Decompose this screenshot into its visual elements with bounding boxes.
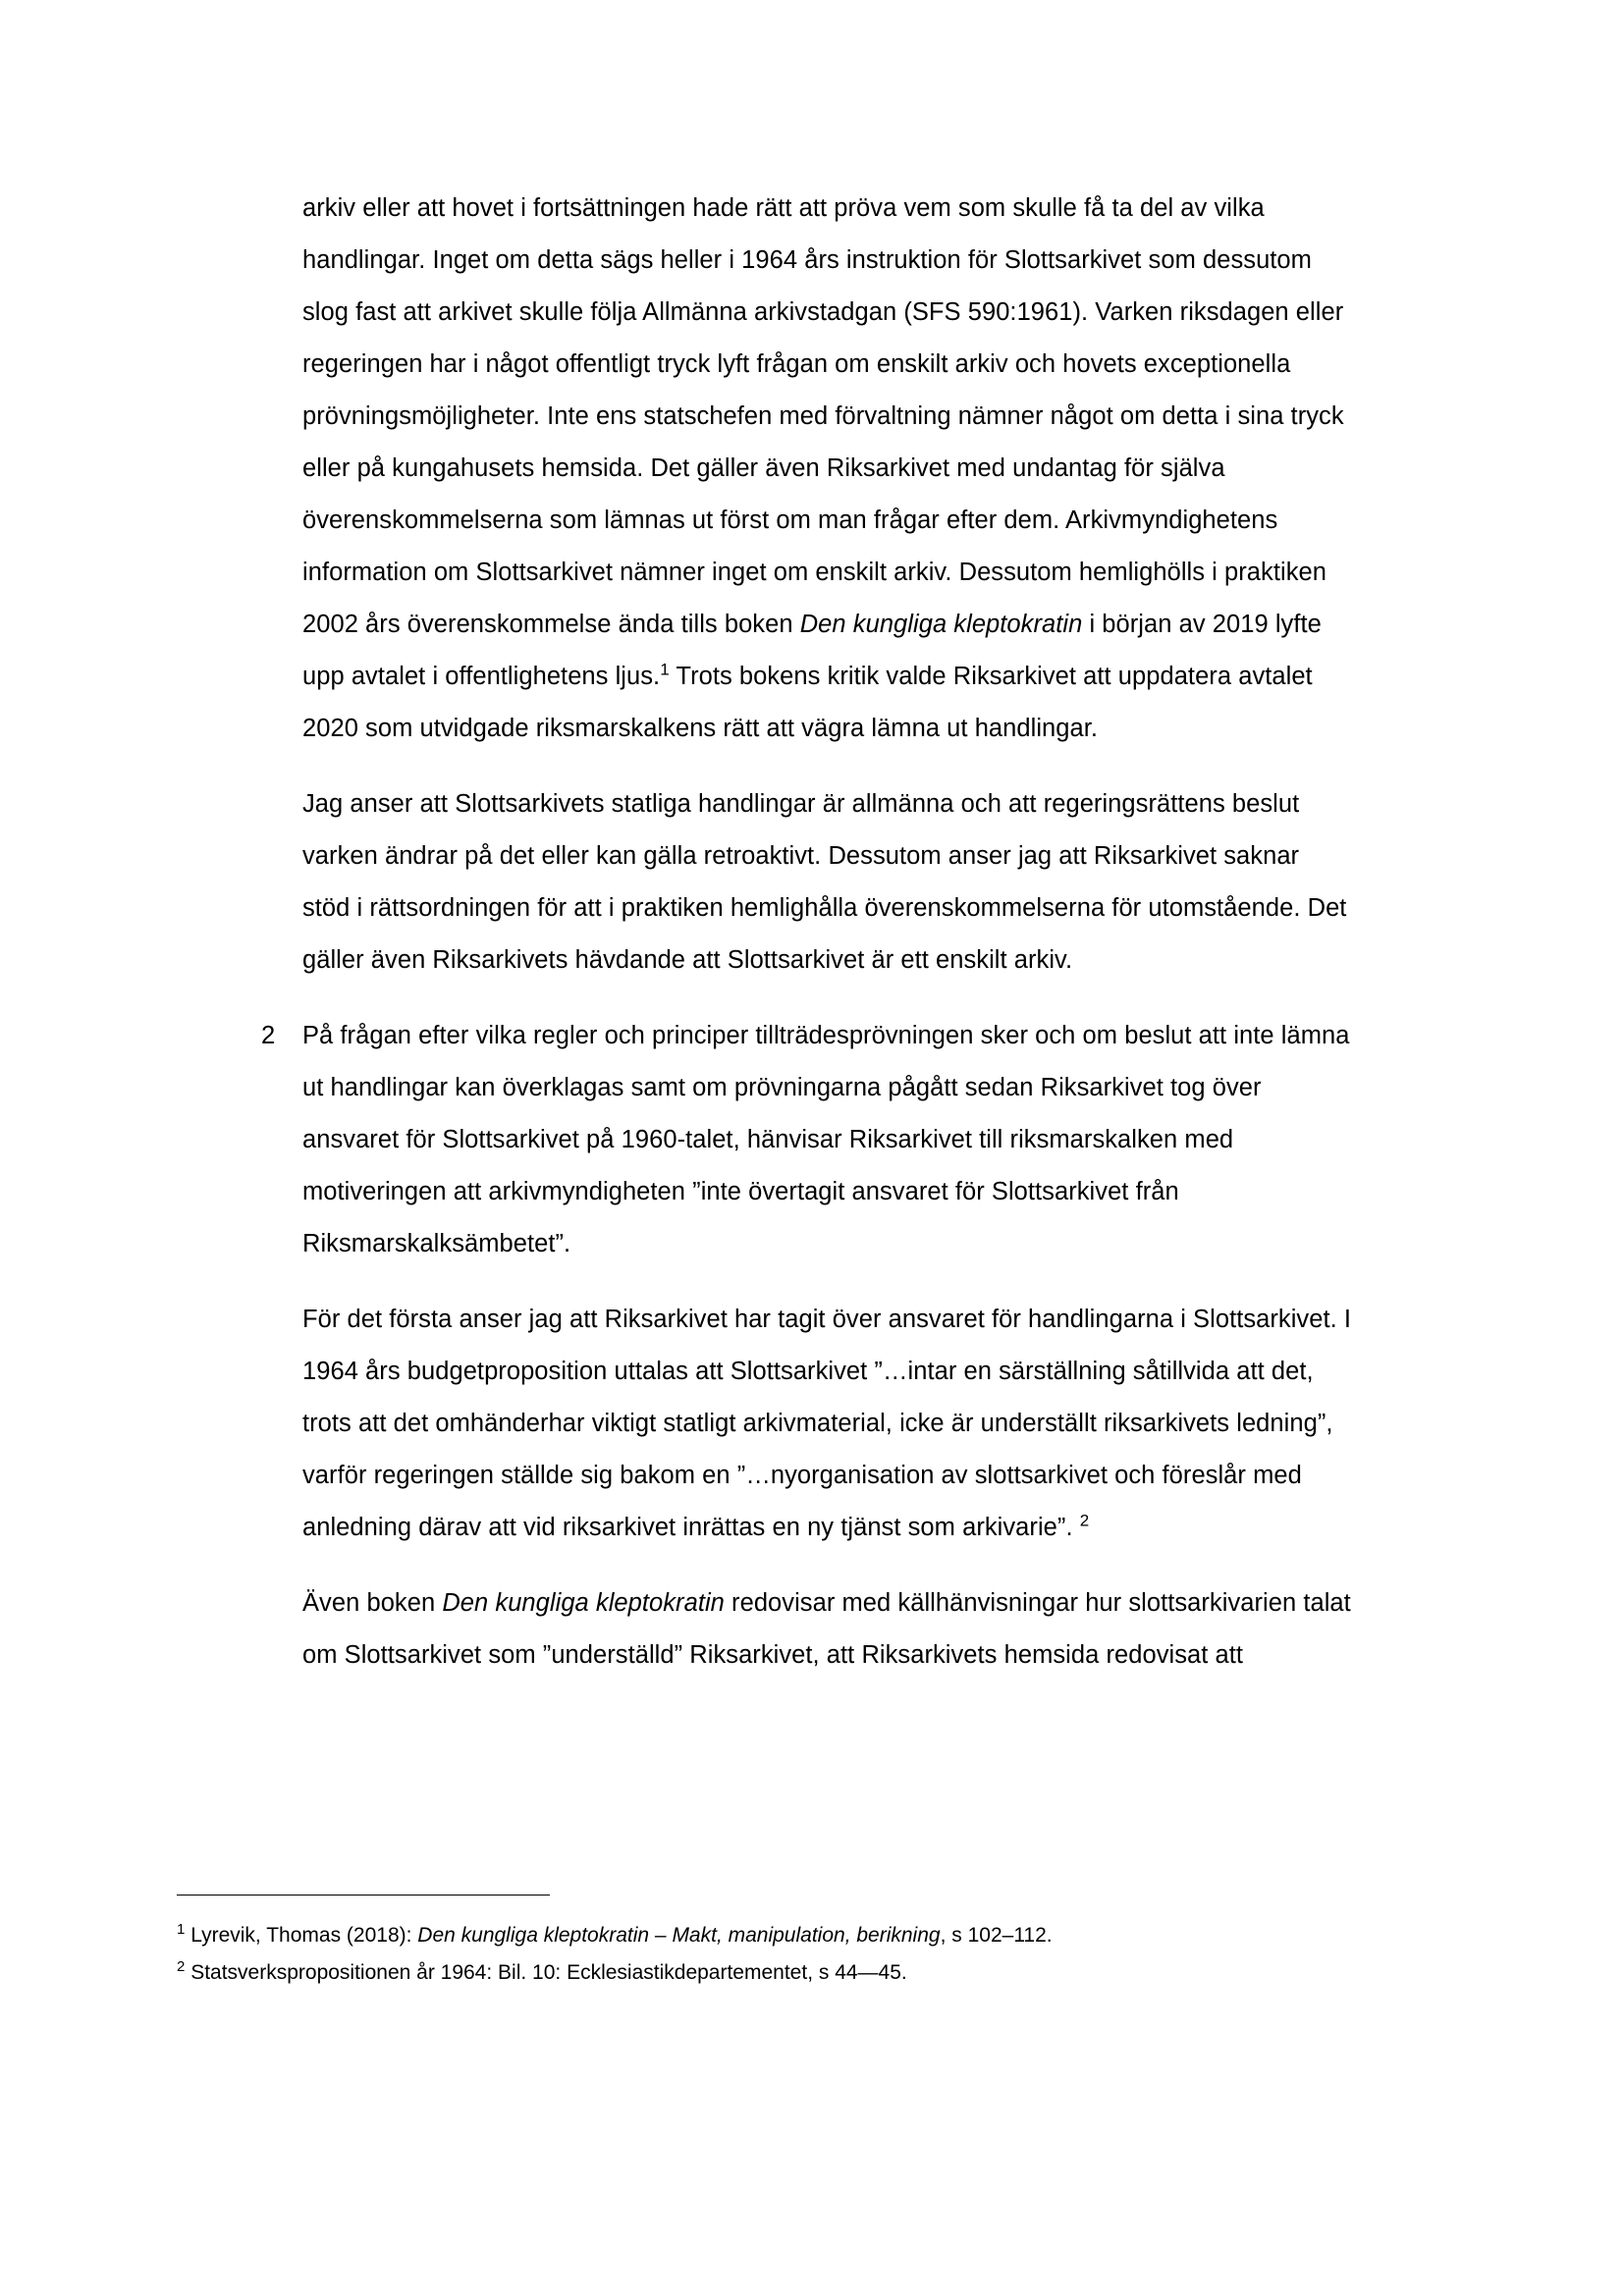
numbered-item-2 [261, 1010, 1353, 1687]
paragraph-3: På frågan efter vilka regler och principer tillträdesprövningen sker och om beslut att inte lämna ut handlingar kan överklagas samt om prövningarna pågått sedan Riksarkivet tog över ansvaret för Slottsarkivet på 1960-talet, hänvisar Riksarkivet till riksmarskalken med motiveringen att arkivmyndigheten ”inte övertagit ansvaret för Slottsarkivet från Riksmarskalksämbetet”. [302, 1022, 1350, 1257]
italic-run: Den kungliga kleptokratin [799, 611, 1083, 638]
document-body [261, 183, 1353, 1687]
italic-run: Den kungliga kleptokratin [442, 1589, 725, 1617]
paragraph-1: arkiv eller att hovet i fortsättningen hade rätt att pröva vem som skulle få ta del av vilka handlingar. Inget om detta sägs heller i 1964 års instruktion för Slottsarkivet som dessutom slog fast att arkivet skulle följa Allmänna arkivstadgan (SFS 590:1961). Varken riksdagen eller regeringen har i något offentligt tryck lyft frågan om enskilt arkiv och hovets exceptionella prövningsmöjligheter. Inte ens statschefen med förvaltning nämner något om detta i sina tryck eller på kungahusets hemsida. Det gäller även Riksarkivet med undantag för själva överenskommelserna som lämnas ut först om man frågar efter dem. Arkivmyndighetens information om Slottsarkivet nämner inget om enskilt arkiv. Dessutom hemlighölls i praktiken 2002 års överenskommelse ända tills boken Den kungliga kleptokratin i början av 2019 lyfte upp avtalet i offentlighetens ljus.$^1$ Trots bokens kritik valde Riksarkivet att uppdatera avtalet 2020 som utvidgade riksmarskalkens rätt att vägra lämna ut handlingar. [302, 194, 1344, 742]
paragraph-4: För det första anser jag att Riksarkivet har tagit över ansvaret för handlingarna i Slottsarkivet. I 1964 års budgetproposition uttalas att Slottsarkivet ”…intar en särställning såtillvida att det, trots att det omhänderhar viktigt statligt arkivmaterial, icke är underställt riksarkivets ledning”, varför regeringen ställde sig bakom en ”…nyorganisation av slottsarkivet och föreslår med anledning därav att vid riksarkivet inrättas en ny tjänst som arkivarie”. $^2$ [302, 1306, 1351, 1541]
paragraph-5: Även boken Den kungliga kleptokratin redovisar med källhänvisningar hur slottsarkivarien talat om Slottsarkivet som ”underställd” Riksarkivet, att Riksarkivets hemsida redovisat att [302, 1589, 1351, 1669]
footnote-area [177, 1895, 1355, 1992]
footnote-reference: 1 [660, 660, 670, 679]
footnote-reference: 2 [1079, 1511, 1090, 1530]
paragraph-2: Jag anser att Slottsarkivets statliga handlingar är allmänna och att regeringsrättens beslut varken ändrar på det eller kan gälla retroaktivt. Dessutom anser jag att Riksarkivet saknar stöd i rättsordningen för att i praktiken hemlighålla överenskommelserna för utomstående. Det gäller även Riksarkivets hävdande att Slottsarkivet är ett enskilt arkiv. [302, 790, 1347, 974]
footnote-2: $^2$ Statsverkspropositionen år 1964: Bil. 10: Ecklesiastikdepartementet, s 44—45. [177, 1958, 907, 1984]
footnote-marker: 2 [177, 1958, 186, 1975]
footnote-1: $^1$ Lyrevik, Thomas (2018): Den kungliga kleptokratin – Makt, manipulation, berikning, s 102–112. [177, 1921, 1053, 1947]
footnote-separator [177, 1895, 550, 1896]
numbered-item-body [302, 1010, 1353, 1687]
list-number: 2 [261, 1022, 276, 1049]
footnote-marker: 1 [177, 1921, 186, 1938]
italic-run: Den kungliga kleptokratin – Makt, manipulation, berikning [417, 1924, 941, 1947]
